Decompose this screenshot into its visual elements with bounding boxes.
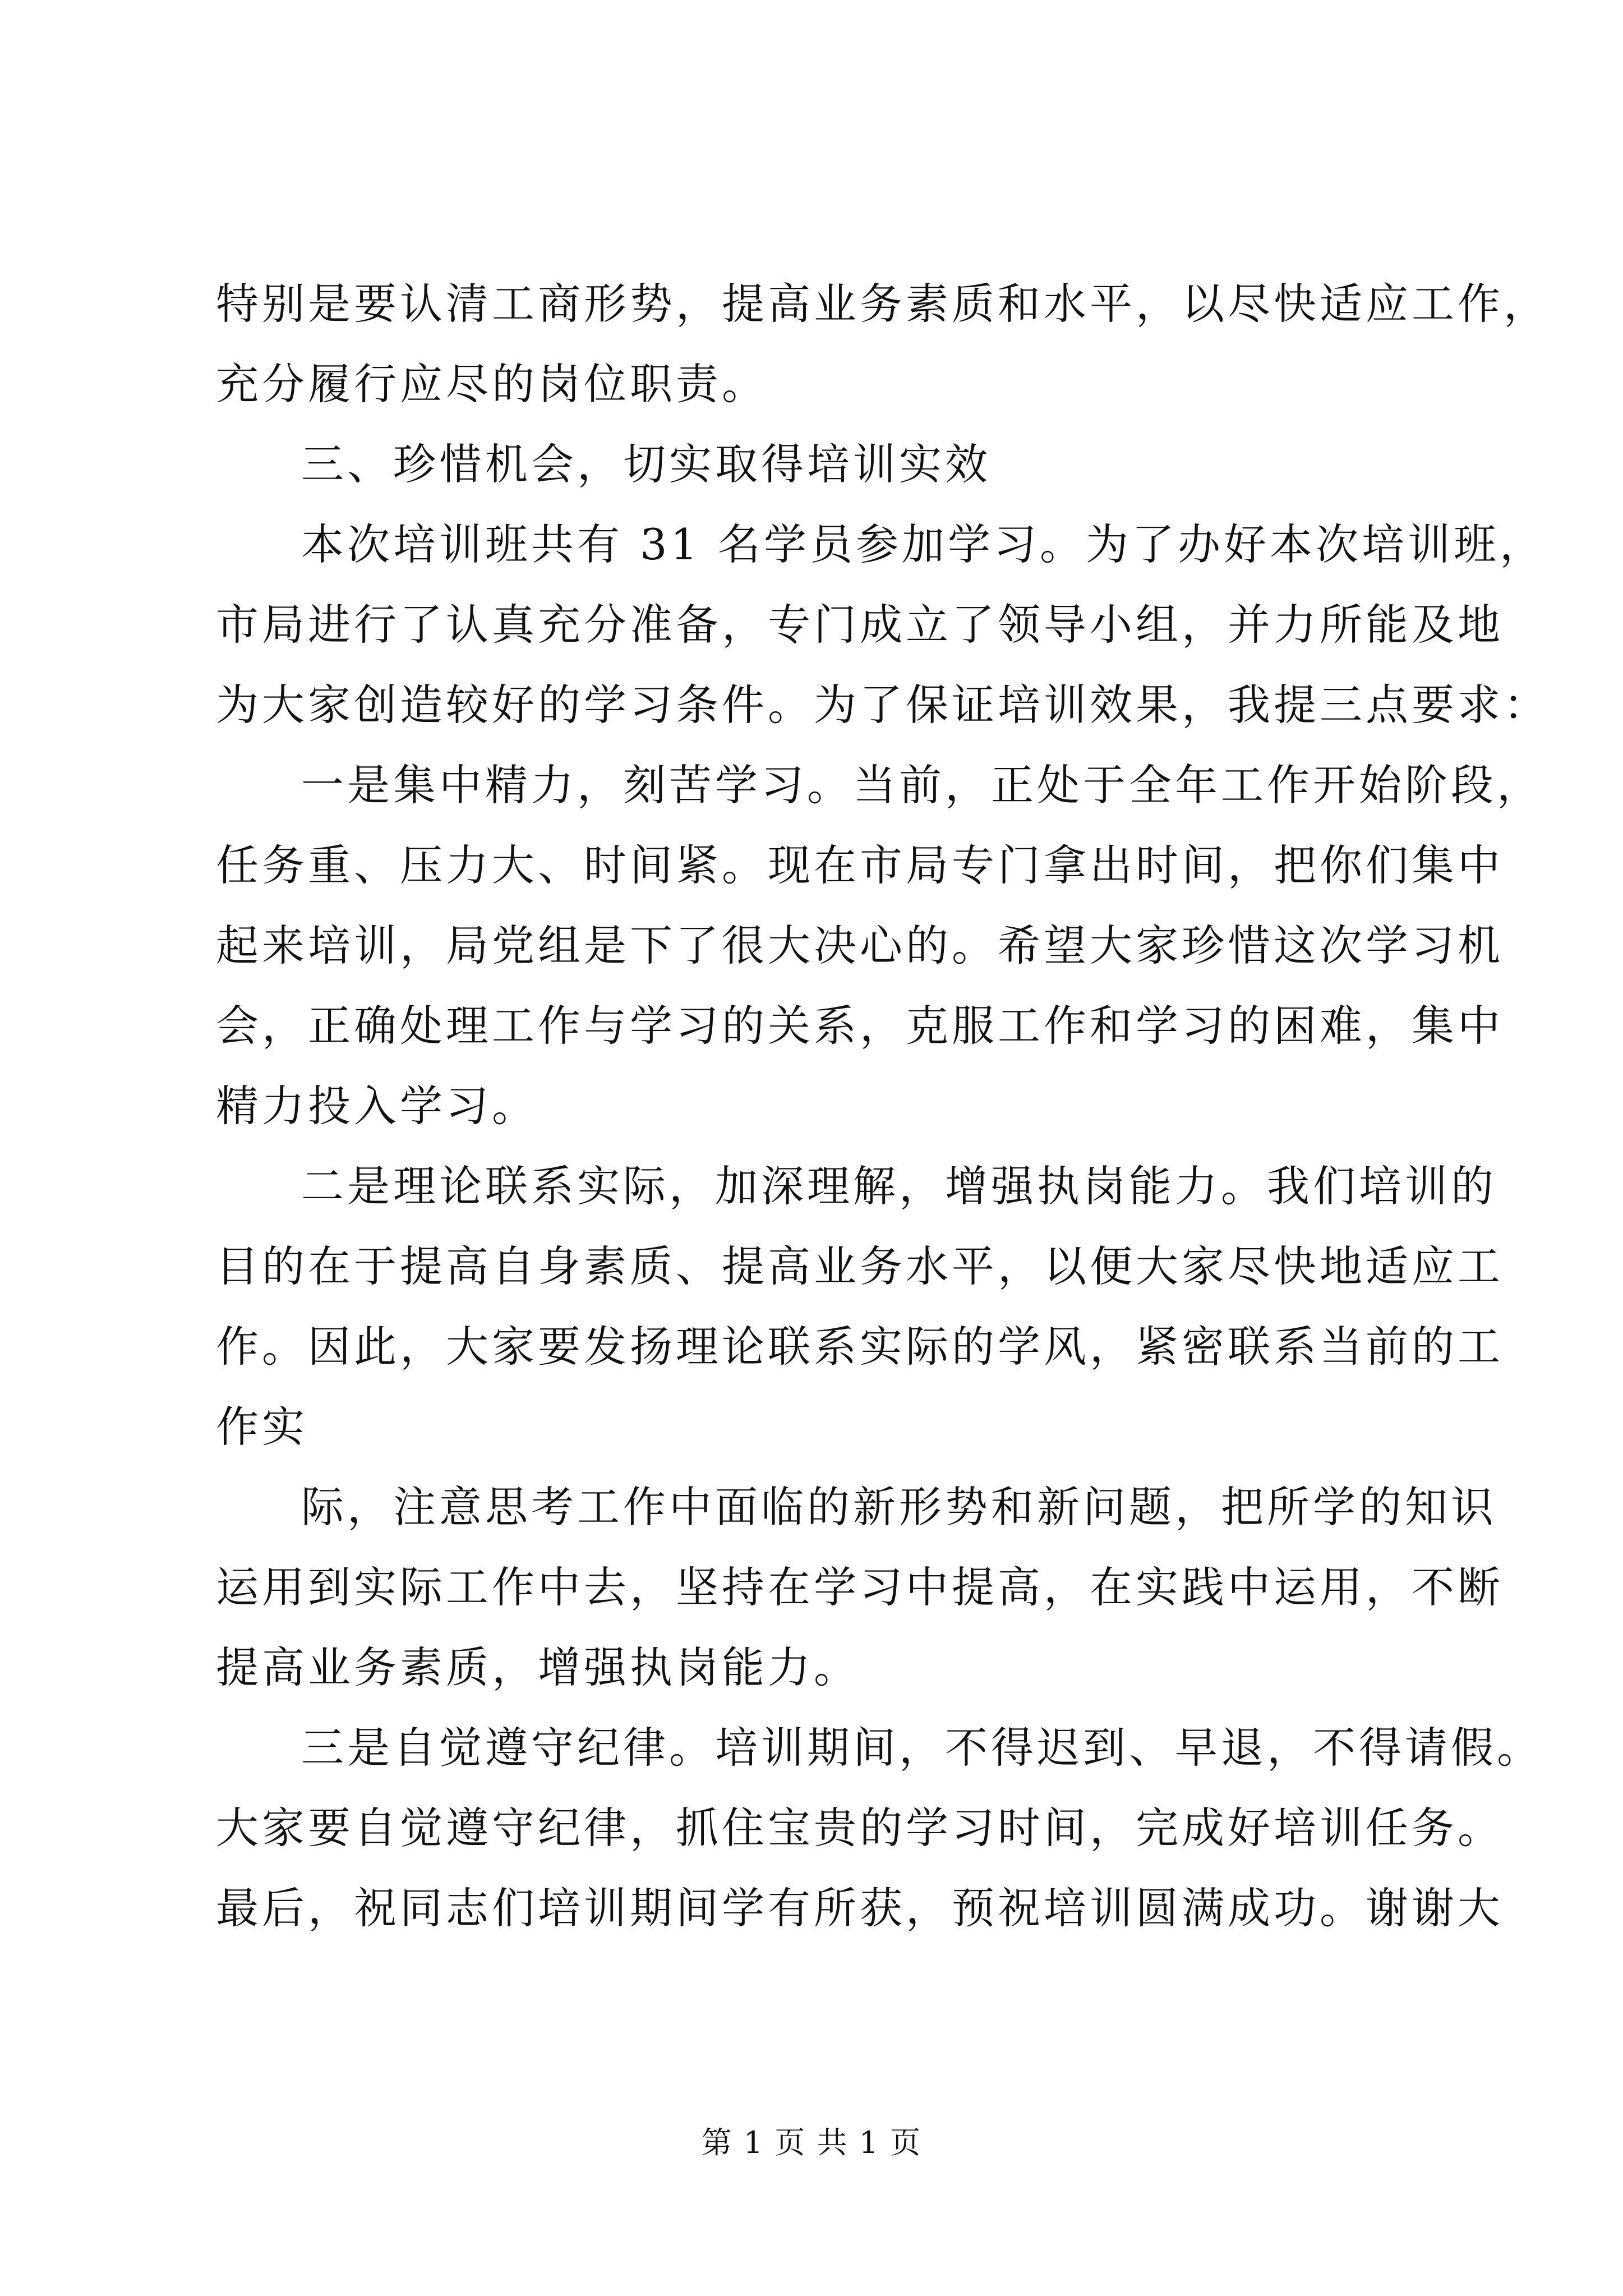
text-line: 作。因此，大家要发扬理论联系实际的学风，紧密联系当前的工 [216, 1322, 1504, 1372]
text-line: 精力投入学习。 [216, 1081, 538, 1131]
text-line: 大家要自觉遵守纪律，抓住宝贵的学习时间，完成好培训任务。 [216, 1803, 1504, 1853]
text-line: 际，注意思考工作中面临的新形势和新问题，把所学的知识 [301, 1482, 1497, 1532]
page-footer [0, 2123, 1623, 2162]
page-number: 第 1 页 共 1 页 [701, 2125, 922, 2160]
text-line: 任务重、压力大、时间紧。现在市局专门拿出时间，把你们集中 [216, 840, 1504, 890]
text-line: 目的在于提高自身素质、提高业务水平，以便大家尽快地适应工 [216, 1241, 1504, 1291]
text-line: 会，正确处理工作与学习的关系，克服工作和学习的困难，集中 [216, 1001, 1504, 1051]
section-heading: 三、珍惜机会，切实取得培训实效 [301, 439, 991, 489]
text-line: 起来培训，局党组是下了很大决心的。希望大家珍惜这次学习机 [216, 921, 1504, 970]
text-line: 本次培训班共有 31 名学员参加学习。为了办好本次培训班， [301, 519, 1546, 569]
text-line: 最后，祝同志们培训期间学有所获，预祝培训圆满成功。谢谢大 [216, 1883, 1504, 1933]
text-line: 作实 [216, 1402, 308, 1452]
text-line: 提高业务素质，增强执岗能力。 [216, 1642, 860, 1692]
text-line: 二是理论联系实际，加深理解，增强执岗能力。我们培训的 [301, 1161, 1497, 1211]
text-line: 特别是要认清工商形势，提高业务素质和水平，以尽快适应工作， [216, 279, 1550, 329]
text-line: 一是集中精力，刻苦学习。当前，正处于全年工作开始阶段， [301, 760, 1543, 810]
text-line: 市局进行了认真充分准备，专门成立了领导小组，并力所能及地 [216, 600, 1504, 650]
text-line: 为大家创造较好的学习条件。为了保证培训效果，我提三点要求： [216, 680, 1550, 730]
text-line: 三是自觉遵守纪律。培训期间，不得迟到、早退，不得请假。 [301, 1723, 1543, 1773]
text-line: 充分履行应尽的岗位职责。 [216, 359, 768, 409]
document-body [216, 264, 1550, 1948]
text-line: 运用到实际工作中去，坚持在学习中提高，在实践中运用，不断 [216, 1562, 1504, 1612]
